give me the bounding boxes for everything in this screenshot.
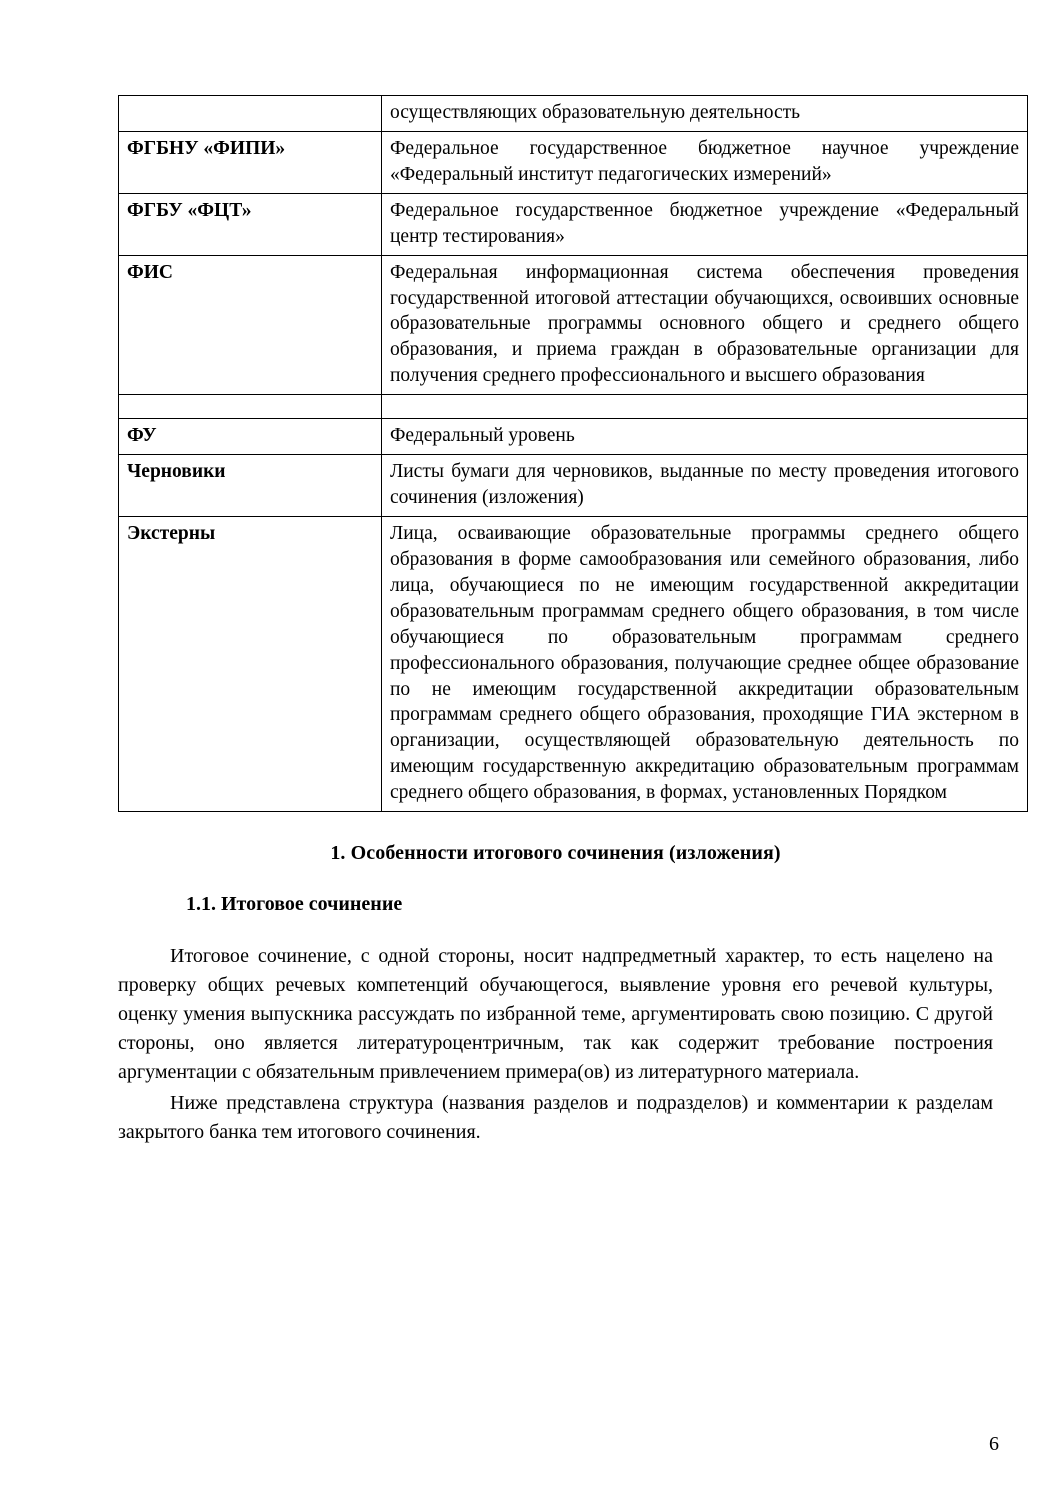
glossary-term: ФУ <box>119 419 382 455</box>
table-row <box>119 96 1028 132</box>
glossary-term <box>119 96 382 132</box>
glossary-definition: Федеральный уровень <box>382 419 1028 455</box>
glossary-definition: Федеральное государственное бюджетное научное учреждение «Федеральный институт педагогических измерений» <box>382 131 1028 193</box>
glossary-definition: Федеральное государственное бюджетное учреждение «Федеральный центр тестирования» <box>382 193 1028 255</box>
glossary-definition: осуществляющих образовательную деятельность <box>382 96 1028 132</box>
table-row <box>119 455 1028 517</box>
glossary-term: ФГБНУ «ФИПИ» <box>119 131 382 193</box>
body-paragraph: Ниже представлена структура (названия разделов и подразделов) и комментарии к разделам закрытого банка тем итогового сочинения. <box>118 1092 993 1144</box>
glossary-term: ФИС <box>119 255 382 395</box>
glossary-table-body <box>119 96 1028 812</box>
glossary-term: Экстерны <box>119 516 382 811</box>
page-number: 6 <box>989 1433 999 1455</box>
page-content <box>118 95 1019 1147</box>
table-row <box>119 131 1028 193</box>
glossary-definition: Листы бумаги для черновиков, выданные по месту проведения итогового сочинения (изложения) <box>382 455 1028 517</box>
table-row <box>119 193 1028 255</box>
subsection-title: 1.1. Итоговое сочинение <box>186 893 403 916</box>
table-row <box>119 255 1028 395</box>
table-row <box>119 516 1028 811</box>
section-title: 1. Особенности итогового сочинения (изложения) <box>330 842 781 865</box>
glossary-term: Черновики <box>119 455 382 517</box>
spacer-cell-left <box>119 395 382 419</box>
spacer-cell-right <box>382 395 1028 419</box>
glossary-definition: Федеральная информационная система обеспечения проведения государственной итоговой аттестации обучающихся, освоивших основные образовательные программы основного общего и среднего общего образования, и приема граждан в образовательные организации для получения среднего профессионального и высшего образования <box>382 255 1028 395</box>
glossary-definition: Лица, осваивающие образовательные программы среднего общего образования в форме самообразования или семейного образования, либо лица, обучающиеся по не имеющим государственной аккредитации образовательным программам среднего общего образования, в том числе обучающиеся по образовательным программам среднего профессионального образования, получающие среднее общее образование по не имеющим государственной аккредитации образовательным программам среднего общего образования, проходящие ГИА экстерном в организации, осуществляющей образовательную деятельность по имеющим государственную аккредитацию образовательным программам среднего общего образования, в формах, установленных Порядком <box>382 516 1028 811</box>
table-row <box>119 419 1028 455</box>
glossary-table <box>118 95 1028 812</box>
glossary-term: ФГБУ «ФЦТ» <box>119 193 382 255</box>
table-row-spacer <box>119 395 1028 419</box>
body-paragraph: Итоговое сочинение, с одной стороны, носит надпредметный характер, то есть нацелено на проверку общих речевых компетенций обучающегося, выявление уровня его речевой культуры, оценку умения выпускника рассуждать по избранной теме, аргументировать свою позицию. С другой стороны, оно является литературоцентричным, так как содержит требование построения аргументации с обязательным привлечением примера(ов) из литературного материала. <box>118 945 993 1084</box>
